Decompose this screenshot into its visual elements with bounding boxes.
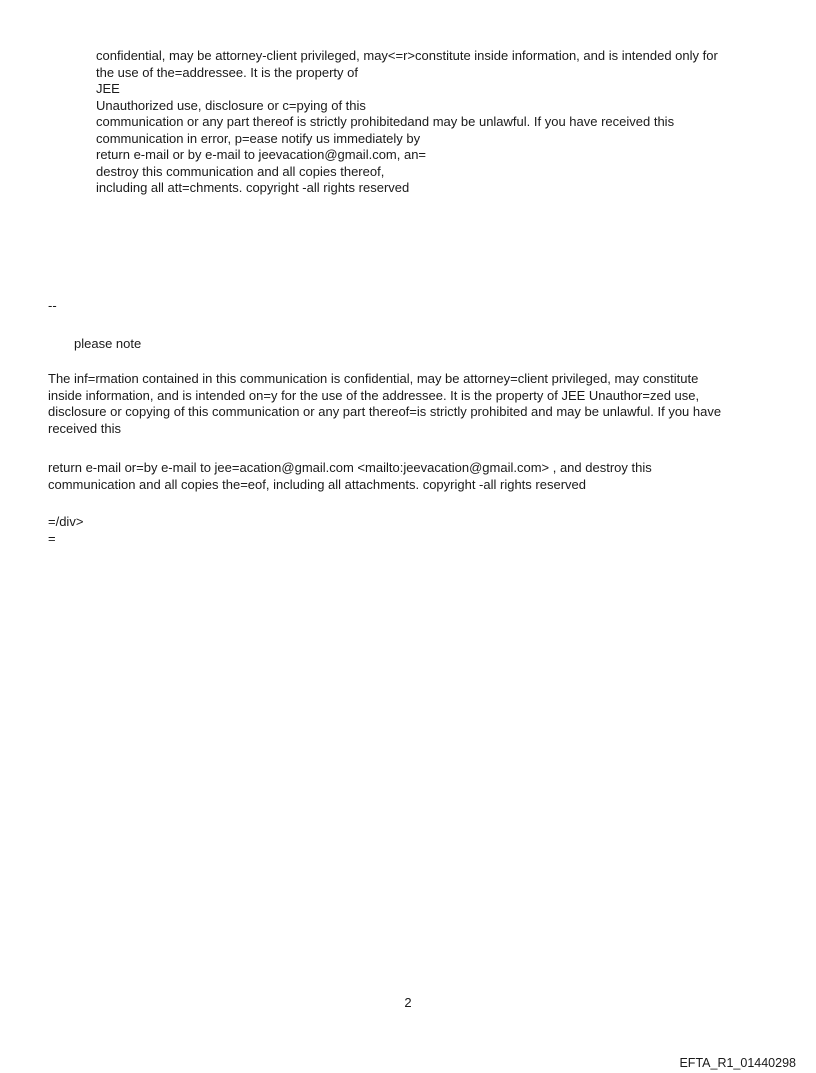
text-line: disclosure or copying of this communication or any part thereof=is strictly prohibited and may be unlawful. If you have xyxy=(48,404,722,419)
trailing-markup xyxy=(48,514,83,547)
document-id: EFTA_R1_01440298 xyxy=(679,1056,796,1070)
text-line: =/div> xyxy=(48,514,84,529)
text-line: destroy this communication and all copies thereof, xyxy=(96,163,385,179)
text-line: JEE xyxy=(96,81,120,96)
disclaimer-paragraph-1 xyxy=(48,371,721,437)
text-line: = xyxy=(48,530,56,546)
text-line: communication and all copies the=eof, including all attachments. copyright -all rights reserved xyxy=(48,476,586,492)
signature-separator: -- xyxy=(48,298,57,313)
text-line: including all att=chments. copyright -all rights reserved xyxy=(96,180,410,195)
text-line: The inf=rmation contained in this communication is confidential, may be attorney=client privileged, may constitute xyxy=(48,371,699,386)
text-line: communication or any part thereof is strictly prohibitedand may be unlawful. If you have received this xyxy=(96,114,675,129)
disclaimer-paragraph-2 xyxy=(48,460,652,493)
page-number: 2 xyxy=(404,995,412,1010)
disclaimer-indented-block xyxy=(96,48,718,197)
text-line: return e-mail or by e-mail to jeevacation@gmail.com, an= xyxy=(96,147,427,162)
text-line: received this xyxy=(48,420,121,436)
text-line: Unauthorized use, disclosure or c=pying of this xyxy=(96,97,366,113)
text-line: return e-mail or=by e-mail to jee=acation@gmail.com <mailto:jeevacation@gmail.com> , and destroy this xyxy=(48,460,652,475)
text-line: confidential, may be attorney-client privileged, may<=r>constitute inside information, and is intended only for xyxy=(96,48,718,63)
note-heading: please note xyxy=(74,336,142,351)
text-line: inside information, and is intended on=y for the use of the addressee. It is the property of JEE Unauthor=zed use, xyxy=(48,387,700,403)
text-line: communication in error, p=ease notify us immediately by xyxy=(96,130,421,146)
text-line: the use of the=addressee. It is the property of xyxy=(96,64,358,80)
